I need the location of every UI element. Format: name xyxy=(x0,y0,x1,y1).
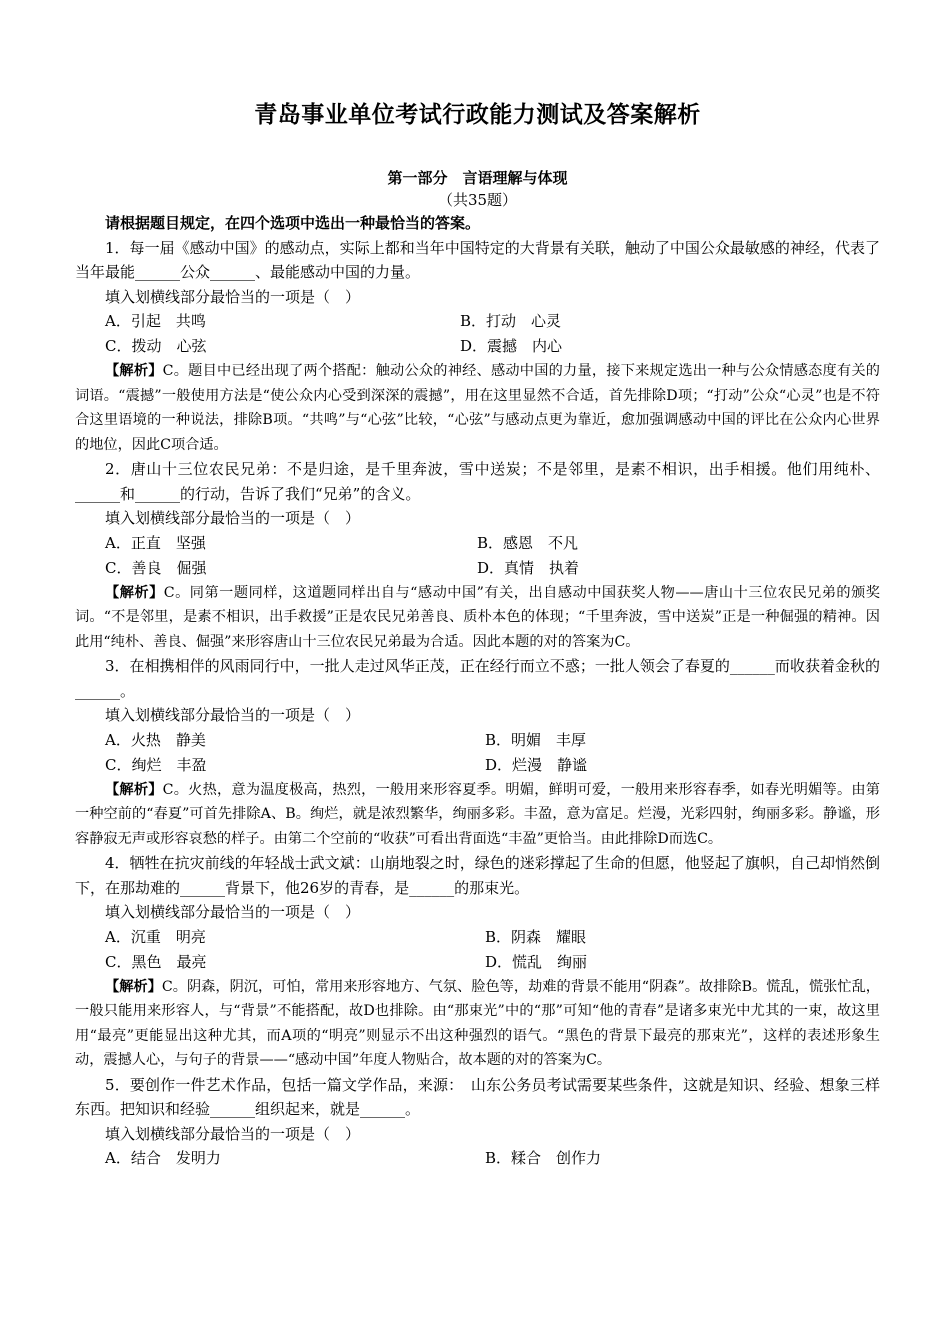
options-row xyxy=(75,925,880,950)
analysis-text: C。同第一题同样，这道题同样出自与“感动中国”有关，出自感动中国获奖人物——唐山十三位农民兄弟的颁奖词。“不是邻里，是素不相识，出手救援”正是农民兄弟善良、质朴本色的体现；“千里奔波，雪中送炭”正是一种倔强的精神。因此用“纯朴、善良、倔强”来形容唐山十三位农民兄弟最为合适。因此本题的对的答案为C。 xyxy=(75,584,880,650)
option-c: C．黑色 最亮 xyxy=(105,952,207,971)
option-d: D．烂漫 静谧 xyxy=(485,755,588,774)
document-title: 青岛事业单位考试行政能力测试及答案解析 xyxy=(254,102,701,128)
option-d: D．真情 执着 xyxy=(477,558,580,577)
analysis xyxy=(75,778,880,852)
option-b: B．糅合 创作力 xyxy=(485,1149,602,1167)
analysis-text: C。火热，意为温度极高，热烈，一般用来形容夏季。明媚，鲜明可爱，一般用来形容春季，如春光明媚等。由第一种空前的“春夏”可首先排除A、B。绚烂，就是浓烈繁华，绚丽多彩。丰盈，意为富足。烂漫，光彩四射，绚丽多彩。静谧，形容静寂无声或形容哀愁的样子。由第二个空前的“收获”可看出背面选“丰盈”更恰当。由此排除D而选C。 xyxy=(75,781,880,847)
options-row xyxy=(75,950,880,975)
options-row xyxy=(75,334,880,359)
document-page xyxy=(75,96,880,1171)
option-a: A．结合 发明力 xyxy=(105,1149,221,1167)
analysis-label: 【解析】 xyxy=(105,781,163,798)
option-c: C．绚烂 丰盈 xyxy=(105,755,207,774)
option-c: C．善良 倔强 xyxy=(105,558,207,577)
question-5 xyxy=(75,1073,880,1172)
analysis-text: C。题目中已经出现了两个搭配：触动公众的神经、感动中国的力量，接下来规定选出一种与公众情感态度有关的词语。“震撼”一般使用方法是“使公众内心受到深深的震撼”，用在这里显然不合适，首先排除D项；“打动”公众“心灵”也是不符合这里语境的一种说法，排除B项。“共鸣”与“心弦”比较，“心弦”与感动点更为靠近，愈加强调感动中国的评比在公众内心世界的地位，因此C项合适。 xyxy=(75,363,880,453)
question-prompt: 填入划横线部分最恰当的一项是（ ） xyxy=(105,903,361,921)
analysis-label: 【解析】 xyxy=(105,584,164,601)
option-d: D．震撼 内心 xyxy=(460,337,563,355)
question-stem: 4．牺牲在抗灾前线的年轻战士武文斌：山崩地裂之时，绿色的迷彩撑起了生命的但愿，他竖起了旗帜，自己却悄然倒下，在那劫难的______背景下，他26岁的青春，是______的那束光。 xyxy=(75,854,880,897)
question-stem: 2．唐山十三位农民兄弟：不是归途，是千里奔波，雪中送炭；不是邻里，是素不相识，出手相援。他们用纯朴、______和______的行动，告诉了我们“兄弟”的含义。 xyxy=(75,460,880,503)
option-b: B．阴森 耀眼 xyxy=(485,927,587,946)
options-row xyxy=(75,309,880,334)
option-c: C．拨动 心弦 xyxy=(105,337,207,355)
question-prompt: 填入划横线部分最恰当的一项是（ ） xyxy=(105,509,361,527)
option-b: B．感恩 不凡 xyxy=(477,533,579,552)
question-4 xyxy=(75,851,880,1073)
analysis xyxy=(75,581,880,655)
option-d: D．慌乱 绚丽 xyxy=(485,952,588,971)
options-row xyxy=(75,1146,880,1171)
option-a: A．正直 坚强 xyxy=(105,533,206,552)
question-2 xyxy=(75,457,880,654)
option-a: A．沉重 明亮 xyxy=(105,927,206,946)
question-3 xyxy=(75,654,880,851)
question-prompt: 填入划横线部分最恰当的一项是（ ） xyxy=(105,706,361,724)
instruction: 请根据题目规定，在四个选项中选出一种最恰当的答案。 xyxy=(105,214,481,232)
question-stem: 1．每一届《感动中国》的感动点，实际上都和当年中国特定的大背景有关联，触动了中国公众最敏感的神经，代表了当年最能______公众______、最能感动中国的力量。 xyxy=(75,238,880,281)
options-row xyxy=(75,531,880,556)
analysis xyxy=(75,359,880,457)
analysis-label: 【解析】 xyxy=(105,363,163,379)
analysis xyxy=(75,975,880,1073)
options-row xyxy=(75,556,880,581)
options-row xyxy=(75,753,880,778)
question-1 xyxy=(75,236,880,458)
analysis-text: C。阴森，阴沉，可怕，常用来形容地方、气氛、脸色等，劫难的背景不能用“阴森”。故排除B。慌乱，慌张忙乱，一般只能用来形容人，与“背景”不能搭配，故D也排除。由“那束光”中的“那”可知“他的青春”是诸多束光中尤其的一束，故这里用“最亮”更能显出这种尤其，而A项的“明亮”则显示不出这种强烈的语气。“黑色的背景下最亮的那束光”，这样的表述形象生动，震撼人心，与句子的背景——“感动中国”年度人物贴合，故本题的对的答案为C。 xyxy=(75,978,880,1068)
question-stem: 3．在相携相伴的风雨同行中，一批人走过风华正茂，正在经行而立不惑；一批人领会了春夏的______而收获着金秋的______。 xyxy=(75,657,880,700)
option-a: A．引起 共鸣 xyxy=(105,312,206,330)
option-b: B．明媚 丰厚 xyxy=(485,730,587,749)
section-heading: 第一部分 言语理解与体现 xyxy=(387,169,568,187)
question-stem: 5．要创作一件艺术作品，包括一篇文学作品，来源： 山东公务员考试需要某些条件，这就是知识、经验、想象三样东西。把知识和经验______组织起来，就是______。 xyxy=(75,1075,880,1118)
analysis-label: 【解析】 xyxy=(105,978,162,995)
option-a: A．火热 静美 xyxy=(105,730,206,749)
options-row xyxy=(75,728,880,753)
question-prompt: 填入划横线部分最恰当的一项是（ ） xyxy=(105,1124,361,1143)
option-b: B．打动 心灵 xyxy=(460,312,562,330)
question-count: （共35题） xyxy=(437,191,518,209)
question-prompt: 填入划横线部分最恰当的一项是（ ） xyxy=(105,287,361,306)
